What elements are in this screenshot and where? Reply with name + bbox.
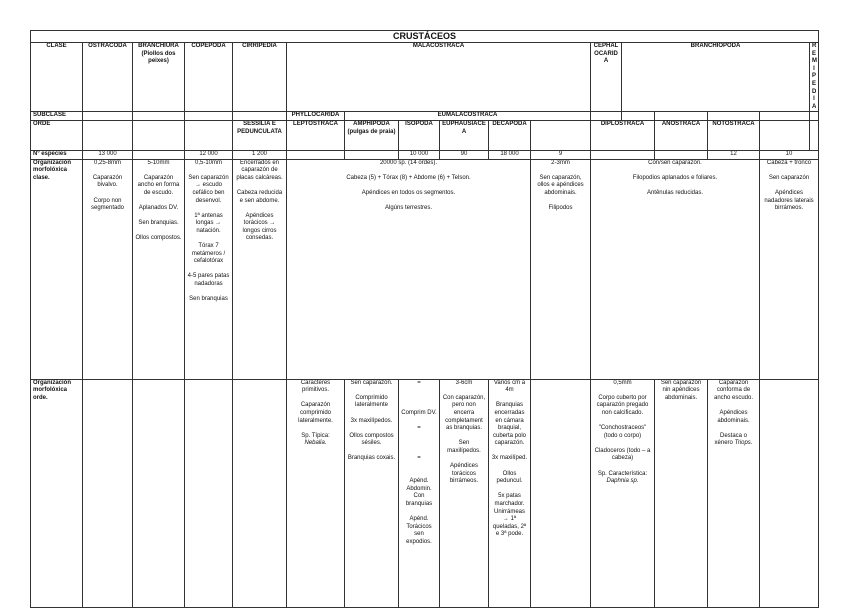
- clase-branchiura: [133, 43, 185, 112]
- orde-sessilia: SESSILIA E PEDUNCULATA: [233, 120, 287, 150]
- especies-cirripedia: 1 200: [233, 150, 287, 159]
- org-orde-notostraca-text: Caparazón conforma de ancho escudo. Apéndices abdominais. Destaca o xénero: [713, 379, 754, 447]
- org-orde-leptostraca-text: Caracteres primitivos. Caparazón comprimido lateralmente. Sp. Típica:: [298, 379, 333, 439]
- org-orde-leptostraca-species: Nebalia.: [304, 440, 327, 447]
- org-clase-row: [31, 159, 819, 379]
- orde-amphipoda-name: AMPHIPODA: [353, 120, 390, 127]
- title-row: [31, 31, 819, 43]
- org-orde-isopoda: [399, 379, 440, 607]
- org-clase-ostracoda: 0,25-8mm Caparazón bivalvo. Corpo non segmentado: [83, 159, 133, 379]
- org-orde-notostraca: [708, 379, 760, 607]
- orde-amphipoda-common: (pulgas de praia): [347, 128, 396, 135]
- org-orde-decapoda: Varios cm a 4m Branquias encerradas en cámara braquial, cuberta polo caparazón. 3x maxilíped. Ollos peduncul. 5x patas marchador. Unirrámeas → 1ª queladas, 2ª e 3ª pode.: [489, 379, 531, 607]
- especies-notostraca: 12: [708, 150, 760, 159]
- crustaceos-table: [30, 30, 819, 608]
- org-clase-copepoda: 0,5-10mm Sen caparazón → escudo cefálico ben desenvol. 1ª antenas longas → natación. Tórax 7 metámeros / cefalotórax 4-5 pares patas nadadoras Sen branquias: [185, 159, 233, 379]
- clase-copepoda: COPEPODA: [185, 43, 233, 112]
- especies-decapoda: 18 000: [489, 150, 531, 159]
- label-n-especies: Nº especies: [31, 150, 83, 159]
- org-orde-amphipoda: Sen caparazón. Comprimido lateralmente 3x maxilípedos. Ollos compostos sésiles. Branquias coxais.: [345, 379, 399, 607]
- label-subclase: SUBCLASE: [31, 112, 83, 121]
- clase-row: [31, 43, 819, 112]
- orde-diplostraca: DIPLOSTRACA: [591, 120, 655, 150]
- clase-cirripedia: CIRRIPEDIA: [233, 43, 287, 112]
- especies-ostracoda: 13 000: [83, 150, 133, 159]
- especies-remipedia: 10: [760, 150, 819, 159]
- org-clase-cirripedia: Encerrados en caparazón de placas calcáreas. Cabeza reducida e sen abdome. Apéndices torácicos → longos cirros consedas.: [233, 159, 287, 379]
- org-orde-anostraca: Sen caparazón nin apéndices abdominais.: [655, 379, 708, 607]
- org-orde-diplostraca-text: 0,5mm Corpo cuberto por caparazón pregado non calcificado. "Conchostraceos" (todo o corpo) Cladoceros (todo – a cabeza) Sp. Característica:: [594, 379, 651, 477]
- clase-ostracoda: OSTRACODA: [83, 43, 133, 112]
- org-orde-isopoda-top: = Comprim DV. = =: [401, 379, 437, 462]
- org-clase-branchiura: 5-10mm Caparazón ancho en forma de escudo. Aplanados DV. Sen branquias. Ollos compostos.: [133, 159, 185, 379]
- label-org-orde: Organización morfolóxica orde.: [31, 379, 83, 607]
- orde-notostraca: NOTOSTRACA: [708, 120, 760, 150]
- label-org-clase: Organización morfolóxica clase.: [31, 159, 83, 379]
- clase-branchiura-common: (Piollos dos peixes): [141, 50, 176, 65]
- orde-amphipoda: [345, 120, 399, 150]
- especies-cephalocarida: 9: [531, 150, 591, 159]
- org-orde-row: [31, 379, 819, 607]
- org-clase-remipedia: Cabeza + tronco Sen caparazón Apéndices nadadores laterais birrámeos.: [760, 159, 819, 379]
- orde-anostraca: ANOSTRACA: [655, 120, 708, 150]
- org-clase-cephalocarida: 2-3mm Sen caparazón, ollos e apéndices abdominais. Filipodos: [531, 159, 591, 379]
- clase-remipedia: REMIPEDIA: [810, 43, 819, 112]
- org-clase-malacostraca: 20000 sp. (14 ordes). Cabeza (5) + Tórax (8) + Abdome (6) + Telson. Apéndices en todos os segmentos. Algúns terrestres.: [287, 159, 531, 379]
- orde-isopoda: ISOPODA: [399, 120, 440, 150]
- table-title: CRUSTÁCEOS: [31, 31, 819, 43]
- orde-decapoda: DECAPODA: [489, 120, 531, 150]
- especies-euphausiacea: 90: [440, 150, 489, 159]
- especies-row: [31, 150, 819, 159]
- clase-branchiopoda: BRANCHIOPODA: [622, 43, 810, 112]
- subclase-phyllocarida: PHYLLOCARIDA: [287, 112, 345, 121]
- crustaceos-sheet: [30, 30, 818, 608]
- org-orde-euphausiacea: 3-6cm Con caparazón, pero non encerra completament as branquias. Sen maxilípedos. Apéndices torácicos birrámeos.: [440, 379, 489, 607]
- clase-malacostraca: MALACOSTRACA: [287, 43, 591, 112]
- orde-row: [31, 120, 819, 150]
- especies-copepoda: 12 000: [185, 150, 233, 159]
- orde-euphausiacea: EUPHAUSIACEA: [440, 120, 489, 150]
- org-orde-notostraca-species: Triops.: [734, 440, 753, 447]
- especies-isopoda: 10 000: [399, 150, 440, 159]
- label-orde: ORDE: [31, 120, 83, 150]
- org-orde-diplostraca-species: Daphnia sp.: [606, 478, 639, 485]
- org-orde-leptostraca: [287, 379, 345, 607]
- label-clase: CLASE: [31, 43, 83, 112]
- subclase-row: [31, 112, 819, 121]
- org-orde-diplostraca: [591, 379, 655, 607]
- org-orde-isopoda-bottom: Apénd. Abdomin. Con branquias Apénd. Torácicos sen expodios.: [405, 478, 433, 545]
- clase-cephalocarida: CEPHALOCARIDA: [591, 43, 622, 112]
- subclase-eumalacostraca: EUMALACOSTRACA: [345, 112, 591, 121]
- clase-branchiura-name: BRANCHIURA: [138, 43, 179, 49]
- org-clase-branchiopoda: Con/sen caparazón. Filopodios aplanados e foliares. Antênulas reducidas.: [591, 159, 760, 379]
- orde-leptostraca: LEPTOSTRACA: [287, 120, 345, 150]
